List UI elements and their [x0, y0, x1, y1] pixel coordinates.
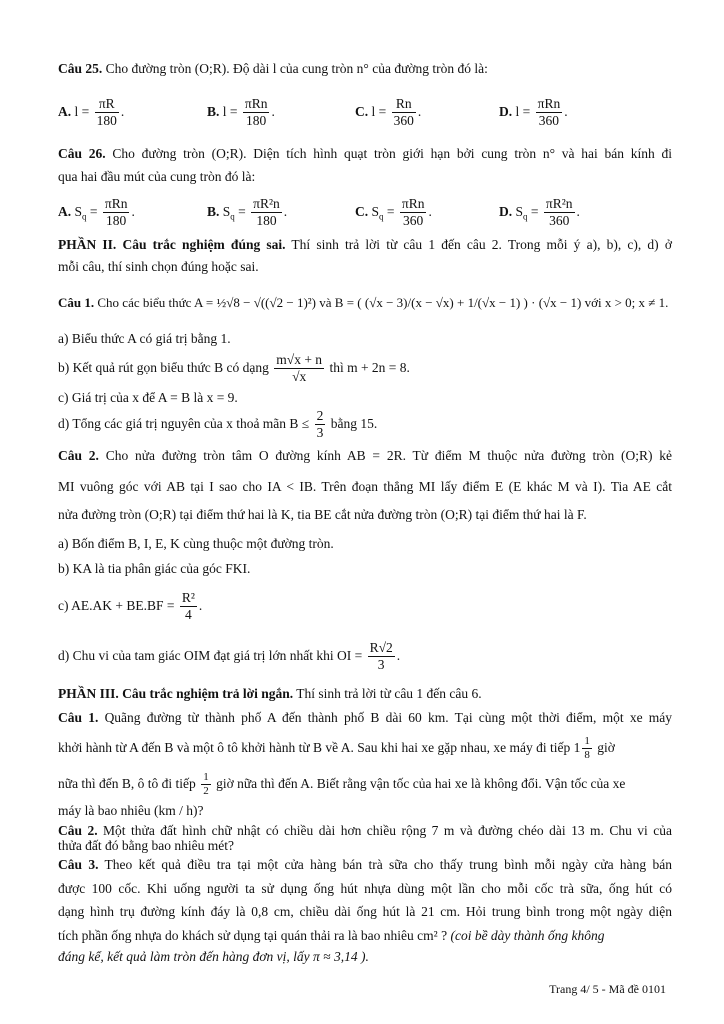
item-fraction: $\frac{R√2}{3}$: [369, 640, 393, 673]
part2-intro-cont: mỗi câu, thí sinh chọn đúng hoặc sai.: [58, 259, 259, 274]
p2q2-item-d[interactable]: d) Chu vi của tam giác OIM đạt giá trị lớn nhất khi OI = $\frac{R√2}{3}$ .: [58, 640, 401, 673]
p2q2-label: Câu 2.: [58, 448, 99, 463]
q25-option-d[interactable]: D. l = $\frac{\text{πRn}}{360}$ .: [499, 96, 568, 129]
item-fraction: $\frac{2}{3}$: [316, 408, 324, 441]
option-lhs: S: [222, 203, 231, 219]
p3q1-text: nữa thì đến B, ô tô đi tiếp: [58, 775, 196, 791]
p3q1-text: khởi hành từ A đến B và một ô tô khởi hành từ B về A. Sau khi hai xe gặp nhau, xe máy đi tiếp: [58, 739, 571, 755]
p2q1-item-d[interactable]: [58, 408, 672, 441]
option-fraction: $\frac{\text{πRn}}{180}$: [104, 196, 128, 229]
option-sub: q: [230, 211, 235, 222]
q26-option-a[interactable]: A. $S_q$ = $\frac{\text{πRn}}{180}$ .: [58, 196, 135, 229]
q26-text: Cho đường tròn (O;R). Diện tích hình quạt tròn giới hạn bởi cung tròn n° và hai bán kính đi: [112, 146, 672, 161]
part2-heading-line: [58, 236, 672, 253]
p2q1-stem: [58, 294, 672, 311]
p3q3-text: tích phần ống nhựa do khách sử dụng tại quán thải ra là bao nhiêu cm² ?: [58, 928, 448, 943]
p3q1-text: giờ nữa thì đến A. Biết rằng vận tốc của hai xe là không đổi. Vận tốc của xe: [216, 775, 626, 791]
p2q2-line2: MI vuông góc với AB tại I sao cho IA < IB. Trên đoạn thẳng MI lấy điểm E (E khác M và I). Tia AE cắt: [58, 479, 672, 494]
option-letter: B.: [207, 203, 220, 219]
p2q2-line1: [58, 447, 672, 464]
page-footer: Trang 4/ 5 - Mã đề 0101: [549, 982, 666, 996]
option-lhs: l =: [74, 103, 90, 119]
option-lhs: S: [74, 203, 83, 219]
p2q1-item-a[interactable]: a) Biểu thức A có giá trị bằng 1.: [58, 331, 231, 346]
p3q3-line2: được 100 cốc. Khi uống người ta sử dụng ống hút nhựa dùng một lần cho mỗi cốc trà sữa, ống hút có: [58, 881, 672, 896]
p3q1-label: Câu 1.: [58, 710, 99, 725]
option-lhs: l =: [222, 103, 238, 119]
p3q3-note: đáng kể, kết quả làm tròn đến hàng đơn vị, lấy π ≈ 3,14 ).: [58, 949, 369, 964]
part3-heading: PHẦN III. Câu trắc nghiệm trả lời ngắn.: [58, 686, 294, 701]
option-sub: q: [82, 211, 87, 222]
option-fraction: $\frac{Rn}{360}$: [393, 96, 414, 129]
option-sub: q: [523, 211, 528, 222]
item-text: b) Kết quả rút gọn biểu thức B có dạng: [58, 359, 269, 375]
part3-intro: Thí sinh trả lời từ câu 1 đến câu 6.: [296, 686, 482, 701]
part2-heading: PHẦN II. Câu trắc nghiệm đúng sai.: [58, 237, 286, 252]
option-fraction: $\frac{\text{πRn}}{360}$: [537, 96, 561, 129]
p3q1-line2: [58, 735, 672, 762]
p3q2-text: Một thửa đất hình chữ nhật có chiều dài hơn chiều rộng 7 m và đường chéo dài 13 m. Chu vi của: [103, 823, 672, 838]
q25-label: Câu 25.: [58, 61, 103, 76]
p2q1-item-b[interactable]: [58, 352, 672, 385]
p2q2-item-b[interactable]: b) KA là tia phân giác của góc FKI.: [58, 561, 251, 576]
p3q3-line5: [58, 948, 672, 965]
p2q2-item-c[interactable]: c) AE.AK + BE.BF = $\frac{\text{R²}}{4}$ .: [58, 590, 203, 623]
q26-option-d[interactable]: D. $S_q$ = $\frac{\text{πR²n}}{360}$ .: [499, 196, 580, 229]
p3q2-line2: thửa đất đó bằng bao nhiêu mét?: [58, 838, 235, 853]
option-fraction: $\frac{\text{πRn}}{360}$: [401, 196, 425, 229]
item-fraction: $\frac{m√x + n}{√x}$: [276, 352, 323, 385]
p2q1-text: Cho các biểu thức: [97, 295, 192, 310]
p2q2-item-a[interactable]: a) Bốn điểm B, I, E, K cùng thuộc một đường tròn.: [58, 536, 334, 551]
option-fraction: $\frac{\pi R}{180}$: [96, 96, 117, 129]
p2q1-condition: với x > 0; x ≠ 1.: [584, 295, 669, 310]
q25-option-c[interactable]: C. l = $\frac{Rn}{360}$ .: [355, 96, 422, 129]
p3q3-label: Câu 3.: [58, 857, 99, 872]
p3q3-line4: [58, 927, 672, 944]
p2q2-text: Cho nửa đường tròn tâm O đường kính AB = 2R. Từ điểm M thuộc nửa đường tròn (O;R) kẻ: [105, 448, 673, 463]
p3q1-line1: [58, 709, 672, 726]
mixed-number-fraction: $\frac{1}{8}$: [584, 735, 590, 762]
option-lhs: S: [371, 203, 380, 219]
option-letter: A.: [58, 103, 72, 119]
p3q2-label: Câu 2.: [58, 823, 98, 838]
half-fraction: $\frac{1}{2}$: [203, 771, 209, 798]
option-fraction: $\frac{\text{πRn}}{180}$: [244, 96, 268, 129]
option-lhs: l =: [515, 103, 531, 119]
item-text: d) Tổng các giá trị nguyên của x thoả mãn B ≤: [58, 415, 310, 431]
q25-text: Cho đường tròn (O;R). Độ dài l của cung tròn n° của đường tròn đó là:: [105, 61, 488, 76]
option-letter: D.: [499, 203, 513, 219]
p3q3-line3: dạng hình trụ đường kính đáy là 0,8 cm, chiều dài ống hút là 21 cm. Hỏi trung bình trong một ngày diện: [58, 904, 672, 919]
p3q3-text: Theo kết quả điều tra tại một cửa hàng bán trà sữa cho thấy trung bình mỗi ngày cửa hàng bán: [104, 857, 672, 872]
p2q1-label: Câu 1.: [58, 295, 95, 310]
p2q1-and: và: [319, 295, 332, 310]
q26-stem-cont: qua hai đầu mút của cung tròn đó là:: [58, 169, 256, 184]
expr-b: B = ( (√x − 3)/(x − √x) + 1/(√x − 1) ) · (√x − 1): [334, 295, 582, 310]
p3q3-line1: [58, 856, 672, 873]
item-text: d) Chu vi của tam giác OIM đạt giá trị lớn nhất khi OI =: [58, 647, 363, 663]
item-text: bằng 15.: [330, 415, 378, 431]
p3q1-text: Quãng đường từ thành phố A đến thành phố B dài 60 km. Tại cùng một thời điểm, một xe máy: [104, 710, 673, 725]
q26-option-c[interactable]: C. $S_q$ = $\frac{\text{πRn}}{360}$ .: [355, 196, 432, 229]
q25-option-b[interactable]: B. l = $\frac{\text{πRn}}{180}$ .: [207, 96, 275, 129]
q26-stem: [58, 145, 672, 162]
option-letter: C.: [355, 203, 369, 219]
option-letter: D.: [499, 103, 513, 119]
item-fraction: $\frac{\text{R²}}{4}$: [181, 590, 195, 623]
option-lhs: S: [515, 203, 524, 219]
option-sub: q: [379, 211, 384, 222]
q25-option-a[interactable]: A. l = $\frac{\pi R}{180}$ .: [58, 96, 125, 129]
p3q1-line3: [58, 771, 672, 798]
p3q1-text: giờ: [597, 739, 615, 755]
item-text: c) AE.AK + BE.BF =: [58, 597, 175, 613]
option-letter: A.: [58, 203, 72, 219]
option-fraction: $\frac{\text{πR²n}}{180}$: [253, 196, 280, 229]
p2q1-item-c[interactable]: c) Giá trị của x để A = B là x = 9.: [58, 390, 238, 405]
option-letter: B.: [207, 103, 220, 119]
q25-stem: [58, 60, 672, 77]
p2q2-line3: nửa đường tròn (O;R) tại điểm thứ hai là K, tia BE cắt nửa đường tròn (O;R) tại điểm thứ hai là F.: [58, 507, 587, 522]
mixed-number-whole: 1: [573, 739, 581, 755]
q26-option-b[interactable]: B. $S_q$ = $\frac{\text{πR²n}}{180}$ .: [207, 196, 288, 229]
expr-a: A = ½√8 − √((√2 − 1)²): [193, 295, 317, 310]
option-lhs: l =: [371, 103, 387, 119]
q26-label: Câu 26.: [58, 146, 106, 161]
option-letter: C.: [355, 103, 369, 119]
p3q1-line4: máy là bao nhiêu (km / h)?: [58, 803, 204, 818]
part3-heading-line: [58, 685, 672, 702]
item-text: thì m + 2n = 8.: [329, 359, 410, 375]
part2-intro: Thí sinh trả lời từ câu 1 đến câu 2. Trong mỗi ý a), b), c), d) ở: [291, 237, 672, 252]
option-fraction: $\frac{\text{πR²n}}{360}$: [545, 196, 573, 229]
p3q3-note: (coi bề dày thành ống không: [450, 928, 605, 943]
